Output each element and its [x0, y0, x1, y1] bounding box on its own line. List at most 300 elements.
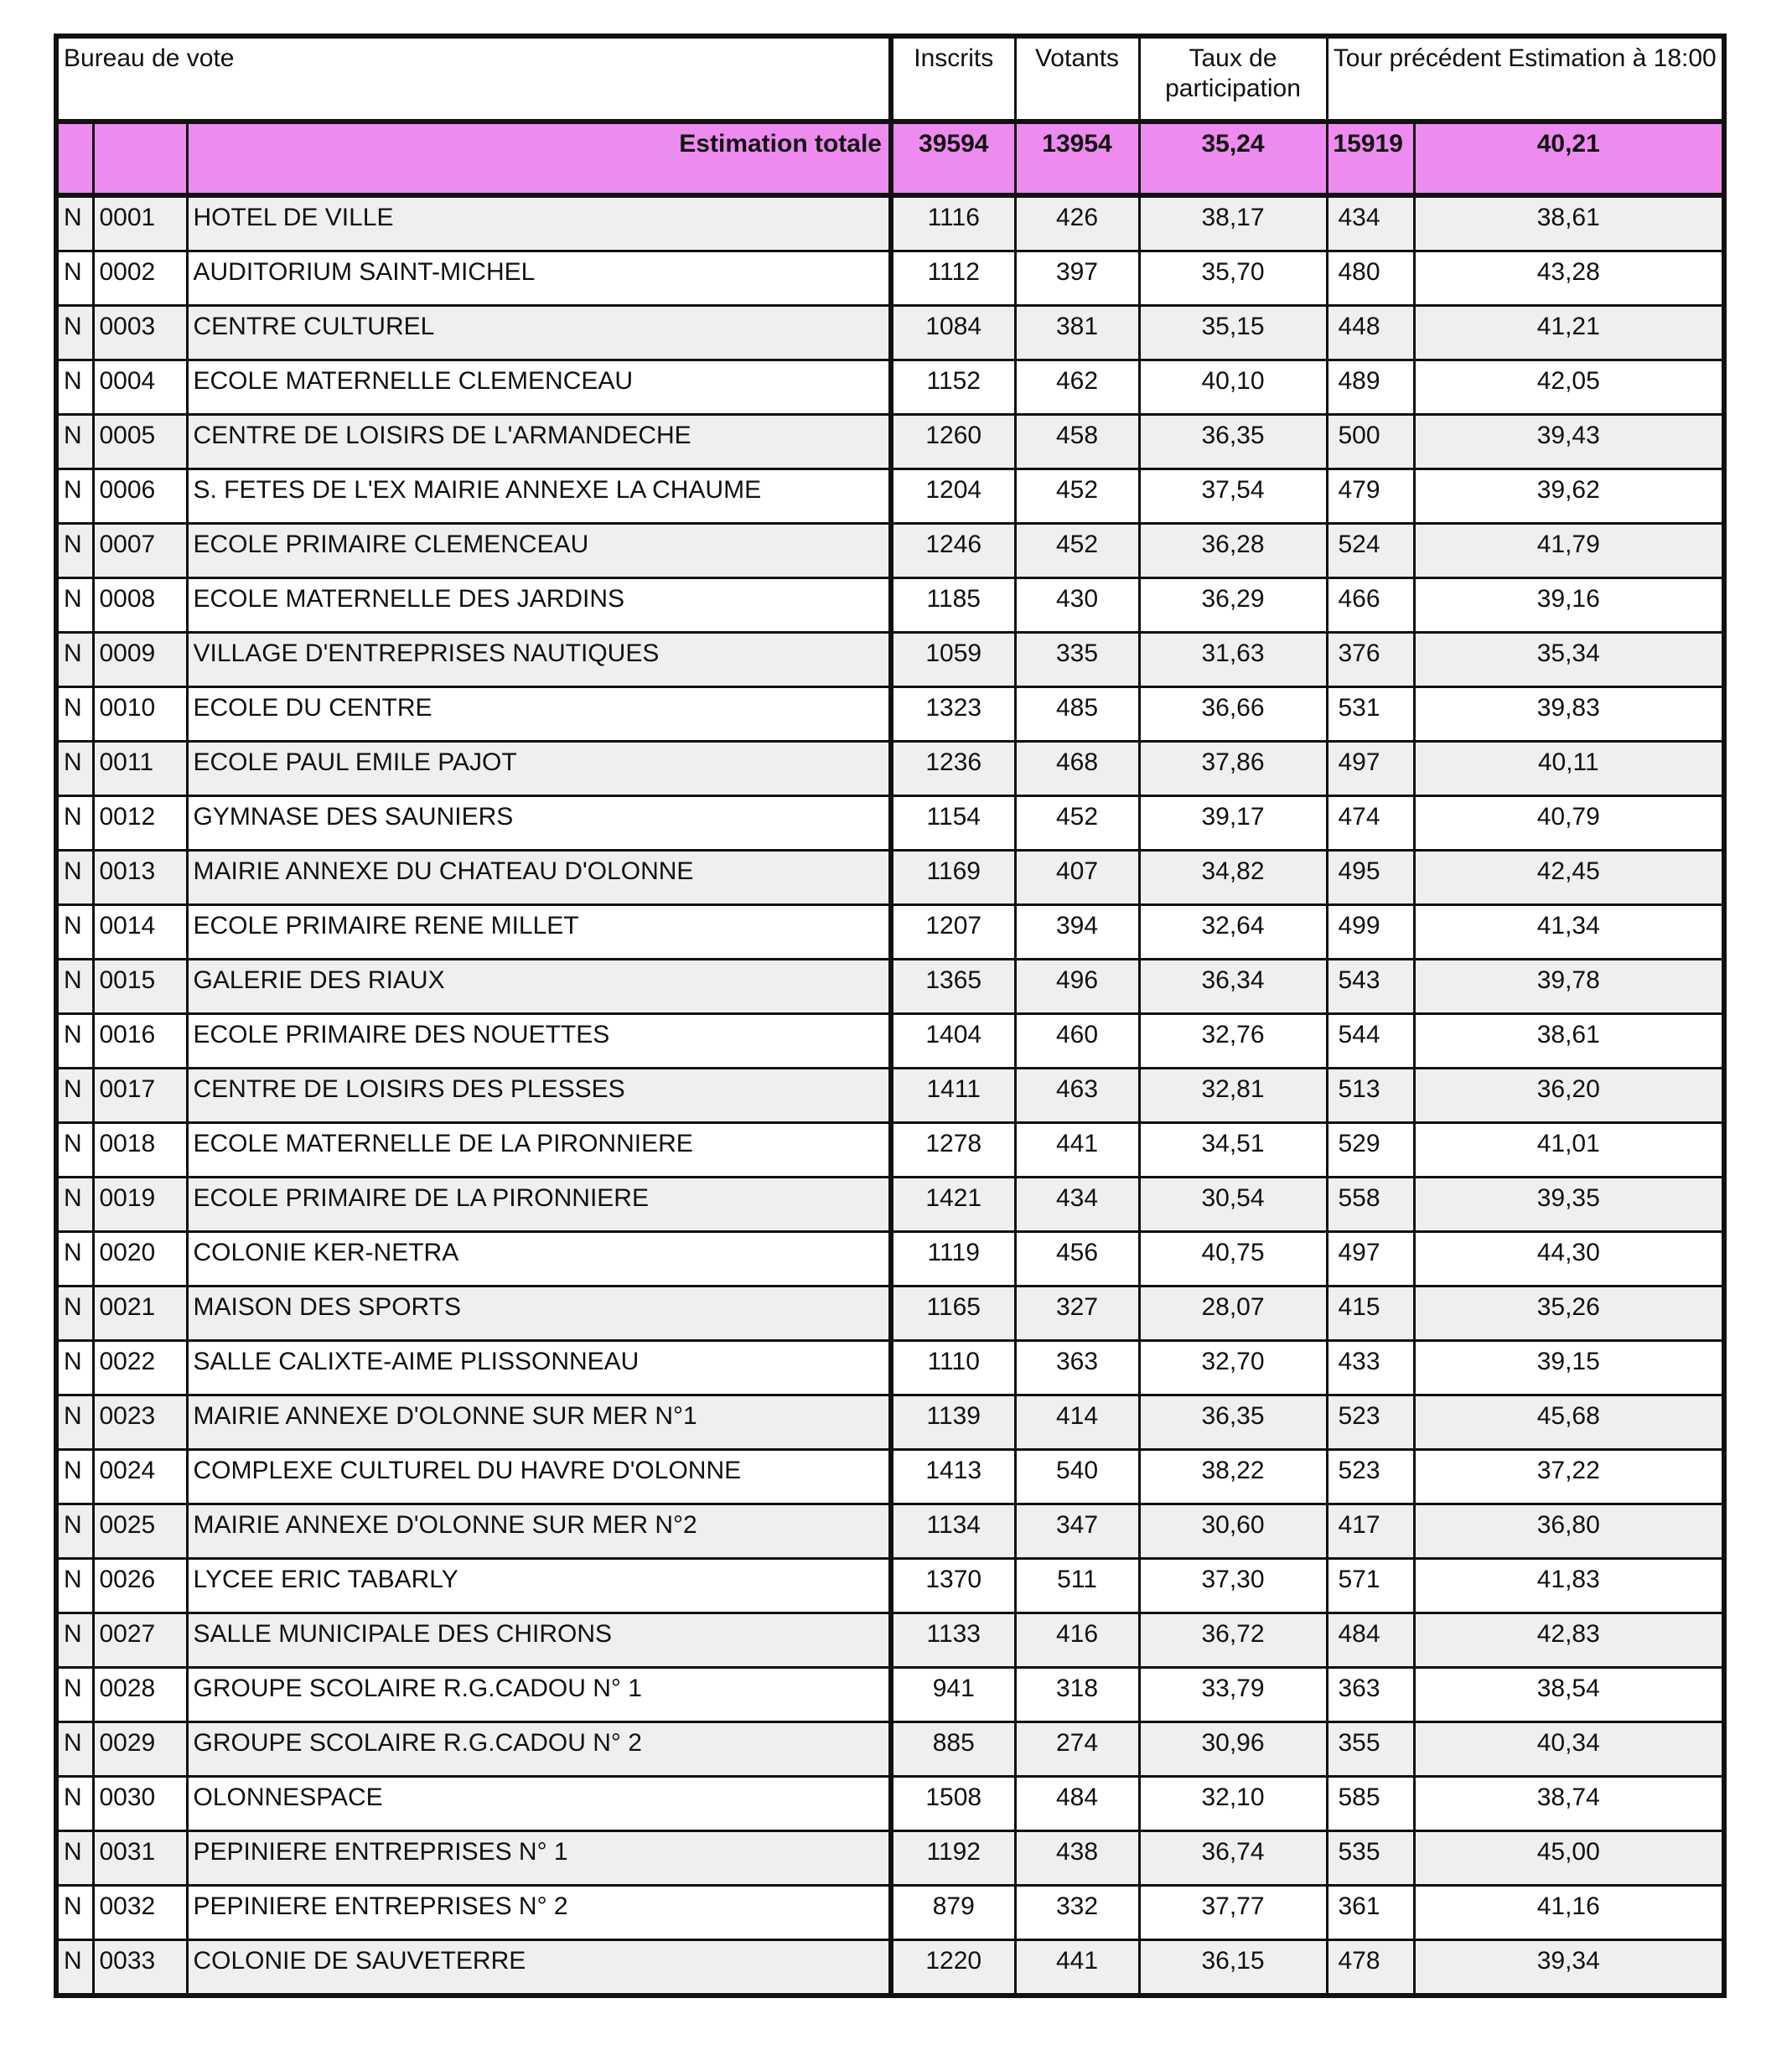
cell-bureau-name: ECOLE PRIMAIRE DE LA PIRONNIERE: [187, 1178, 891, 1232]
cell-code: 0019: [93, 1178, 187, 1232]
cell-estimation: 40,79: [1414, 796, 1724, 851]
cell-bureau-name: SALLE CALIXTE-AIME PLISSONNEAU: [187, 1341, 891, 1395]
cell-bureau-name: VILLAGE D'ENTREPRISES NAUTIQUES: [187, 633, 891, 687]
cell-estimation: 39,35: [1414, 1178, 1724, 1232]
cell-code: 0022: [93, 1341, 187, 1395]
cell-taux: 32,64: [1139, 905, 1327, 960]
table-row: [56, 851, 1724, 905]
cell-tour-precedent: 484: [1327, 1613, 1414, 1668]
cell-tour-precedent: 523: [1327, 1395, 1414, 1450]
total-estimation: 40,21: [1414, 122, 1724, 195]
cell-votants: 496: [1015, 960, 1139, 1014]
cell-votants: 414: [1015, 1395, 1139, 1450]
cell-estimation: 39,15: [1414, 1341, 1724, 1395]
cell-bureau-name: ECOLE PRIMAIRE RENE MILLET: [187, 905, 891, 960]
cell-flag: N: [56, 796, 93, 851]
cell-tour-precedent: 478: [1327, 1940, 1414, 1996]
cell-votants: 484: [1015, 1777, 1139, 1831]
cell-estimation: 42,45: [1414, 851, 1724, 905]
table-row: [56, 1613, 1724, 1668]
cell-code: 0030: [93, 1777, 187, 1831]
cell-votants: 327: [1015, 1287, 1139, 1341]
cell-bureau-name: GROUPE SCOLAIRE R.G.CADOU N° 2: [187, 1722, 891, 1777]
cell-flag: N: [56, 1722, 93, 1777]
cell-tour-precedent: 434: [1327, 195, 1414, 251]
cell-inscrits: 1413: [891, 1450, 1015, 1504]
header-tour-estimation: Tour précédent Estimation à 18:00: [1327, 36, 1724, 122]
cell-inscrits: 1169: [891, 851, 1015, 905]
cell-tour-precedent: 543: [1327, 960, 1414, 1014]
cell-taux: 36,72: [1139, 1613, 1327, 1668]
cell-votants: 430: [1015, 578, 1139, 633]
cell-code: 0016: [93, 1014, 187, 1069]
cell-inscrits: 1370: [891, 1559, 1015, 1613]
cell-votants: 452: [1015, 469, 1139, 524]
cell-flag: N: [56, 1395, 93, 1450]
table-row: [56, 1341, 1724, 1395]
cell-votants: 438: [1015, 1831, 1139, 1886]
cell-taux: 35,15: [1139, 306, 1327, 360]
cell-tour-precedent: 480: [1327, 251, 1414, 306]
cell-tour-precedent: 489: [1327, 360, 1414, 415]
cell-flag: N: [56, 415, 93, 469]
table-row: [56, 1559, 1724, 1613]
cell-bureau-name: AUDITORIUM SAINT-MICHEL: [187, 251, 891, 306]
cell-inscrits: 1236: [891, 742, 1015, 796]
cell-taux: 37,30: [1139, 1559, 1327, 1613]
table-row: [56, 195, 1724, 251]
table-row: [56, 1014, 1724, 1069]
cell-taux: 32,81: [1139, 1069, 1327, 1123]
cell-flag: N: [56, 960, 93, 1014]
cell-estimation: 45,00: [1414, 1831, 1724, 1886]
cell-code: 0015: [93, 960, 187, 1014]
cell-tour-precedent: 544: [1327, 1014, 1414, 1069]
cell-flag: N: [56, 1831, 93, 1886]
cell-estimation: 39,16: [1414, 578, 1724, 633]
cell-flag: N: [56, 1559, 93, 1613]
cell-inscrits: 1110: [891, 1341, 1015, 1395]
table-row: [56, 415, 1724, 469]
cell-bureau-name: CENTRE CULTUREL: [187, 306, 891, 360]
cell-flag: N: [56, 1668, 93, 1722]
cell-votants: 394: [1015, 905, 1139, 960]
cell-votants: 460: [1015, 1014, 1139, 1069]
table-row: [56, 742, 1724, 796]
cell-votants: 426: [1015, 195, 1139, 251]
cell-code: 0009: [93, 633, 187, 687]
table-row: [56, 1287, 1724, 1341]
cell-code: 0013: [93, 851, 187, 905]
cell-taux: 34,82: [1139, 851, 1327, 905]
cell-taux: 37,54: [1139, 469, 1327, 524]
cell-flag: N: [56, 578, 93, 633]
cell-taux: 30,96: [1139, 1722, 1327, 1777]
cell-inscrits: 1139: [891, 1395, 1015, 1450]
cell-inscrits: 1421: [891, 1178, 1015, 1232]
cell-inscrits: 941: [891, 1668, 1015, 1722]
cell-bureau-name: PEPINIERE ENTREPRISES N° 2: [187, 1886, 891, 1940]
cell-flag: N: [56, 687, 93, 742]
cell-taux: 30,54: [1139, 1178, 1327, 1232]
cell-flag: N: [56, 524, 93, 578]
cell-votants: 332: [1015, 1886, 1139, 1940]
cell-bureau-name: MAIRIE ANNEXE D'OLONNE SUR MER N°1: [187, 1395, 891, 1450]
table-row: [56, 578, 1724, 633]
cell-taux: 28,07: [1139, 1287, 1327, 1341]
cell-bureau-name: ECOLE MATERNELLE DE LA PIRONNIERE: [187, 1123, 891, 1178]
cell-inscrits: 1059: [891, 633, 1015, 687]
cell-code: 0007: [93, 524, 187, 578]
cell-votants: 468: [1015, 742, 1139, 796]
table-row: [56, 1886, 1724, 1940]
total-label: Estimation totale: [187, 122, 891, 195]
cell-estimation: 38,61: [1414, 195, 1724, 251]
cell-code: 0024: [93, 1450, 187, 1504]
cell-code: 0033: [93, 1940, 187, 1996]
cell-tour-precedent: 417: [1327, 1504, 1414, 1559]
cell-flag: N: [56, 1613, 93, 1668]
cell-votants: 318: [1015, 1668, 1139, 1722]
cell-flag: N: [56, 306, 93, 360]
cell-votants: 274: [1015, 1722, 1139, 1777]
cell-code: 0014: [93, 905, 187, 960]
cell-tour-precedent: 479: [1327, 469, 1414, 524]
cell-estimation: 41,83: [1414, 1559, 1724, 1613]
cell-estimation: 39,34: [1414, 1940, 1724, 1996]
cell-estimation: 41,79: [1414, 524, 1724, 578]
cell-code: 0008: [93, 578, 187, 633]
cell-inscrits: 1192: [891, 1831, 1015, 1886]
cell-estimation: 39,43: [1414, 415, 1724, 469]
table-row: [56, 306, 1724, 360]
table-row: [56, 1777, 1724, 1831]
table-row: [56, 1722, 1724, 1777]
cell-votants: 511: [1015, 1559, 1139, 1613]
cell-estimation: 39,83: [1414, 687, 1724, 742]
cell-code: 0005: [93, 415, 187, 469]
cell-bureau-name: ECOLE PRIMAIRE DES NOUETTES: [187, 1014, 891, 1069]
cell-votants: 441: [1015, 1123, 1139, 1178]
cell-votants: 456: [1015, 1232, 1139, 1287]
table-row: [56, 796, 1724, 851]
cell-flag: N: [56, 1777, 93, 1831]
cell-taux: 38,17: [1139, 195, 1327, 251]
table-row: [56, 251, 1724, 306]
cell-tour-precedent: 415: [1327, 1287, 1414, 1341]
cell-votants: 485: [1015, 687, 1139, 742]
cell-bureau-name: COLONIE DE SAUVETERRE: [187, 1940, 891, 1996]
cell-code: 0004: [93, 360, 187, 415]
cell-code: 0018: [93, 1123, 187, 1178]
cell-tour-precedent: 495: [1327, 851, 1414, 905]
table-row: [56, 1450, 1724, 1504]
cell-estimation: 41,34: [1414, 905, 1724, 960]
cell-estimation: 39,78: [1414, 960, 1724, 1014]
cell-flag: N: [56, 1178, 93, 1232]
cell-tour-precedent: 535: [1327, 1831, 1414, 1886]
cell-estimation: 35,26: [1414, 1287, 1724, 1341]
table-row: [56, 1831, 1724, 1886]
cell-bureau-name: LYCEE ERIC TABARLY: [187, 1559, 891, 1613]
total-flag-cell: [56, 122, 93, 195]
cell-tour-precedent: 497: [1327, 742, 1414, 796]
cell-inscrits: 1112: [891, 251, 1015, 306]
cell-flag: N: [56, 1123, 93, 1178]
cell-votants: 462: [1015, 360, 1139, 415]
cell-inscrits: 885: [891, 1722, 1015, 1777]
cell-bureau-name: MAIRIE ANNEXE D'OLONNE SUR MER N°2: [187, 1504, 891, 1559]
table-row: [56, 905, 1724, 960]
cell-bureau-name: ECOLE MATERNELLE CLEMENCEAU: [187, 360, 891, 415]
cell-flag: N: [56, 1450, 93, 1504]
cell-bureau-name: ECOLE PAUL EMILE PAJOT: [187, 742, 891, 796]
cell-inscrits: 1207: [891, 905, 1015, 960]
cell-tour-precedent: 529: [1327, 1123, 1414, 1178]
cell-inscrits: 1165: [891, 1287, 1015, 1341]
cell-taux: 35,70: [1139, 251, 1327, 306]
cell-inscrits: 1404: [891, 1014, 1015, 1069]
cell-votants: 416: [1015, 1613, 1139, 1668]
cell-estimation: 42,83: [1414, 1613, 1724, 1668]
table-row: [56, 1395, 1724, 1450]
cell-taux: 36,34: [1139, 960, 1327, 1014]
cell-tour-precedent: 355: [1327, 1722, 1414, 1777]
cell-flag: N: [56, 1341, 93, 1395]
cell-tour-precedent: 466: [1327, 578, 1414, 633]
cell-bureau-name: PEPINIERE ENTREPRISES N° 1: [187, 1831, 891, 1886]
cell-code: 0011: [93, 742, 187, 796]
cell-inscrits: 1323: [891, 687, 1015, 742]
cell-votants: 452: [1015, 524, 1139, 578]
cell-taux: 36,35: [1139, 1395, 1327, 1450]
cell-inscrits: 1133: [891, 1613, 1015, 1668]
cell-taux: 32,70: [1139, 1341, 1327, 1395]
total-row: [56, 122, 1724, 195]
cell-code: 0023: [93, 1395, 187, 1450]
table-row: [56, 960, 1724, 1014]
cell-code: 0001: [93, 195, 187, 251]
table-body: [56, 195, 1724, 1996]
cell-taux: 38,22: [1139, 1450, 1327, 1504]
cell-taux: 34,51: [1139, 1123, 1327, 1178]
cell-bureau-name: COLONIE KER-NETRA: [187, 1232, 891, 1287]
cell-estimation: 35,34: [1414, 633, 1724, 687]
cell-taux: 40,75: [1139, 1232, 1327, 1287]
cell-estimation: 40,11: [1414, 742, 1724, 796]
cell-estimation: 38,74: [1414, 1777, 1724, 1831]
cell-taux: 31,63: [1139, 633, 1327, 687]
total-votants: 13954: [1015, 122, 1139, 195]
cell-flag: N: [56, 1287, 93, 1341]
cell-inscrits: 1508: [891, 1777, 1015, 1831]
table-row: [56, 1940, 1724, 1996]
cell-bureau-name: MAISON DES SPORTS: [187, 1287, 891, 1341]
cell-taux: 36,66: [1139, 687, 1327, 742]
cell-estimation: 43,28: [1414, 251, 1724, 306]
cell-code: 0012: [93, 796, 187, 851]
cell-bureau-name: GROUPE SCOLAIRE R.G.CADOU N° 1: [187, 1668, 891, 1722]
cell-estimation: 41,01: [1414, 1123, 1724, 1178]
cell-tour-precedent: 524: [1327, 524, 1414, 578]
cell-taux: 36,35: [1139, 415, 1327, 469]
cell-estimation: 42,05: [1414, 360, 1724, 415]
cell-bureau-name: SALLE MUNICIPALE DES CHIRONS: [187, 1613, 891, 1668]
table-row: [56, 524, 1724, 578]
cell-code: 0031: [93, 1831, 187, 1886]
header-row: [56, 36, 1724, 122]
cell-tour-precedent: 361: [1327, 1886, 1414, 1940]
cell-taux: 40,10: [1139, 360, 1327, 415]
cell-code: 0006: [93, 469, 187, 524]
table-row: [56, 687, 1724, 742]
cell-code: 0027: [93, 1613, 187, 1668]
table-row: [56, 1123, 1724, 1178]
cell-bureau-name: CENTRE DE LOISIRS DE L'ARMANDECHE: [187, 415, 891, 469]
cell-flag: N: [56, 469, 93, 524]
cell-bureau-name: S. FETES DE L'EX MAIRIE ANNEXE LA CHAUME: [187, 469, 891, 524]
cell-estimation: 39,62: [1414, 469, 1724, 524]
cell-flag: N: [56, 195, 93, 251]
table-row: [56, 469, 1724, 524]
cell-inscrits: 1084: [891, 306, 1015, 360]
cell-votants: 363: [1015, 1341, 1139, 1395]
cell-bureau-name: GALERIE DES RIAUX: [187, 960, 891, 1014]
cell-votants: 458: [1015, 415, 1139, 469]
cell-tour-precedent: 585: [1327, 1777, 1414, 1831]
cell-bureau-name: ECOLE DU CENTRE: [187, 687, 891, 742]
cell-tour-precedent: 363: [1327, 1668, 1414, 1722]
cell-taux: 37,86: [1139, 742, 1327, 796]
cell-inscrits: 1278: [891, 1123, 1015, 1178]
cell-votants: 540: [1015, 1450, 1139, 1504]
cell-inscrits: 1119: [891, 1232, 1015, 1287]
cell-inscrits: 1204: [891, 469, 1015, 524]
cell-tour-precedent: 499: [1327, 905, 1414, 960]
header-inscrits: Inscrits: [891, 36, 1015, 122]
cell-votants: 463: [1015, 1069, 1139, 1123]
total-taux: 35,24: [1139, 122, 1327, 195]
table-row: [56, 1178, 1724, 1232]
header-votants: Votants: [1015, 36, 1139, 122]
cell-tour-precedent: 571: [1327, 1559, 1414, 1613]
cell-code: 0028: [93, 1668, 187, 1722]
cell-code: 0020: [93, 1232, 187, 1287]
cell-taux: 36,15: [1139, 1940, 1327, 1996]
cell-code: 0032: [93, 1886, 187, 1940]
header-bureau: Bureau de vote: [56, 36, 891, 122]
cell-estimation: 44,30: [1414, 1232, 1724, 1287]
cell-inscrits: 1220: [891, 1940, 1015, 1996]
cell-tour-precedent: 513: [1327, 1069, 1414, 1123]
table-row: [56, 1504, 1724, 1559]
cell-estimation: 41,21: [1414, 306, 1724, 360]
total-inscrits: 39594: [891, 122, 1015, 195]
cell-estimation: 40,34: [1414, 1722, 1724, 1777]
cell-inscrits: 1185: [891, 578, 1015, 633]
cell-code: 0010: [93, 687, 187, 742]
table-row: [56, 1668, 1724, 1722]
total-tour: 15919: [1327, 122, 1414, 195]
cell-estimation: 38,54: [1414, 1668, 1724, 1722]
cell-code: 0025: [93, 1504, 187, 1559]
cell-code: 0017: [93, 1069, 187, 1123]
cell-tour-precedent: 531: [1327, 687, 1414, 742]
cell-inscrits: 1116: [891, 195, 1015, 251]
cell-votants: 452: [1015, 796, 1139, 851]
cell-flag: N: [56, 1886, 93, 1940]
voting-table: [54, 34, 1727, 1998]
cell-inscrits: 1365: [891, 960, 1015, 1014]
cell-taux: 39,17: [1139, 796, 1327, 851]
cell-inscrits: 1154: [891, 796, 1015, 851]
cell-estimation: 41,16: [1414, 1886, 1724, 1940]
cell-votants: 381: [1015, 306, 1139, 360]
cell-estimation: 36,20: [1414, 1069, 1724, 1123]
cell-code: 0021: [93, 1287, 187, 1341]
cell-flag: N: [56, 1232, 93, 1287]
cell-flag: N: [56, 742, 93, 796]
cell-flag: N: [56, 360, 93, 415]
cell-bureau-name: MAIRIE ANNEXE DU CHATEAU D'OLONNE: [187, 851, 891, 905]
cell-flag: N: [56, 905, 93, 960]
cell-inscrits: 879: [891, 1886, 1015, 1940]
cell-flag: N: [56, 1014, 93, 1069]
cell-inscrits: 1246: [891, 524, 1015, 578]
cell-votants: 441: [1015, 1940, 1139, 1996]
cell-bureau-name: ECOLE MATERNELLE DES JARDINS: [187, 578, 891, 633]
cell-taux: 37,77: [1139, 1886, 1327, 1940]
cell-tour-precedent: 433: [1327, 1341, 1414, 1395]
cell-bureau-name: HOTEL DE VILLE: [187, 195, 891, 251]
cell-code: 0002: [93, 251, 187, 306]
cell-tour-precedent: 474: [1327, 796, 1414, 851]
cell-votants: 434: [1015, 1178, 1139, 1232]
table-row: [56, 360, 1724, 415]
cell-inscrits: 1260: [891, 415, 1015, 469]
cell-bureau-name: OLONNESPACE: [187, 1777, 891, 1831]
cell-estimation: 38,61: [1414, 1014, 1724, 1069]
cell-taux: 36,28: [1139, 524, 1327, 578]
cell-estimation: 37,22: [1414, 1450, 1724, 1504]
cell-bureau-name: GYMNASE DES SAUNIERS: [187, 796, 891, 851]
cell-taux: 33,79: [1139, 1668, 1327, 1722]
cell-flag: N: [56, 251, 93, 306]
cell-votants: 397: [1015, 251, 1139, 306]
header-taux: Taux de participation: [1139, 36, 1327, 122]
cell-tour-precedent: 497: [1327, 1232, 1414, 1287]
cell-bureau-name: ECOLE PRIMAIRE CLEMENCEAU: [187, 524, 891, 578]
cell-votants: 407: [1015, 851, 1139, 905]
cell-flag: N: [56, 1069, 93, 1123]
cell-flag: N: [56, 633, 93, 687]
cell-code: 0029: [93, 1722, 187, 1777]
cell-bureau-name: CENTRE DE LOISIRS DES PLESSES: [187, 1069, 891, 1123]
cell-code: 0026: [93, 1559, 187, 1613]
cell-inscrits: 1152: [891, 360, 1015, 415]
cell-inscrits: 1411: [891, 1069, 1015, 1123]
cell-votants: 335: [1015, 633, 1139, 687]
cell-estimation: 45,68: [1414, 1395, 1724, 1450]
table-row: [56, 1232, 1724, 1287]
cell-inscrits: 1134: [891, 1504, 1015, 1559]
cell-flag: N: [56, 1504, 93, 1559]
cell-taux: 32,76: [1139, 1014, 1327, 1069]
cell-votants: 347: [1015, 1504, 1139, 1559]
total-code-cell: [93, 122, 187, 195]
cell-bureau-name: COMPLEXE CULTUREL DU HAVRE D'OLONNE: [187, 1450, 891, 1504]
table-row: [56, 1069, 1724, 1123]
